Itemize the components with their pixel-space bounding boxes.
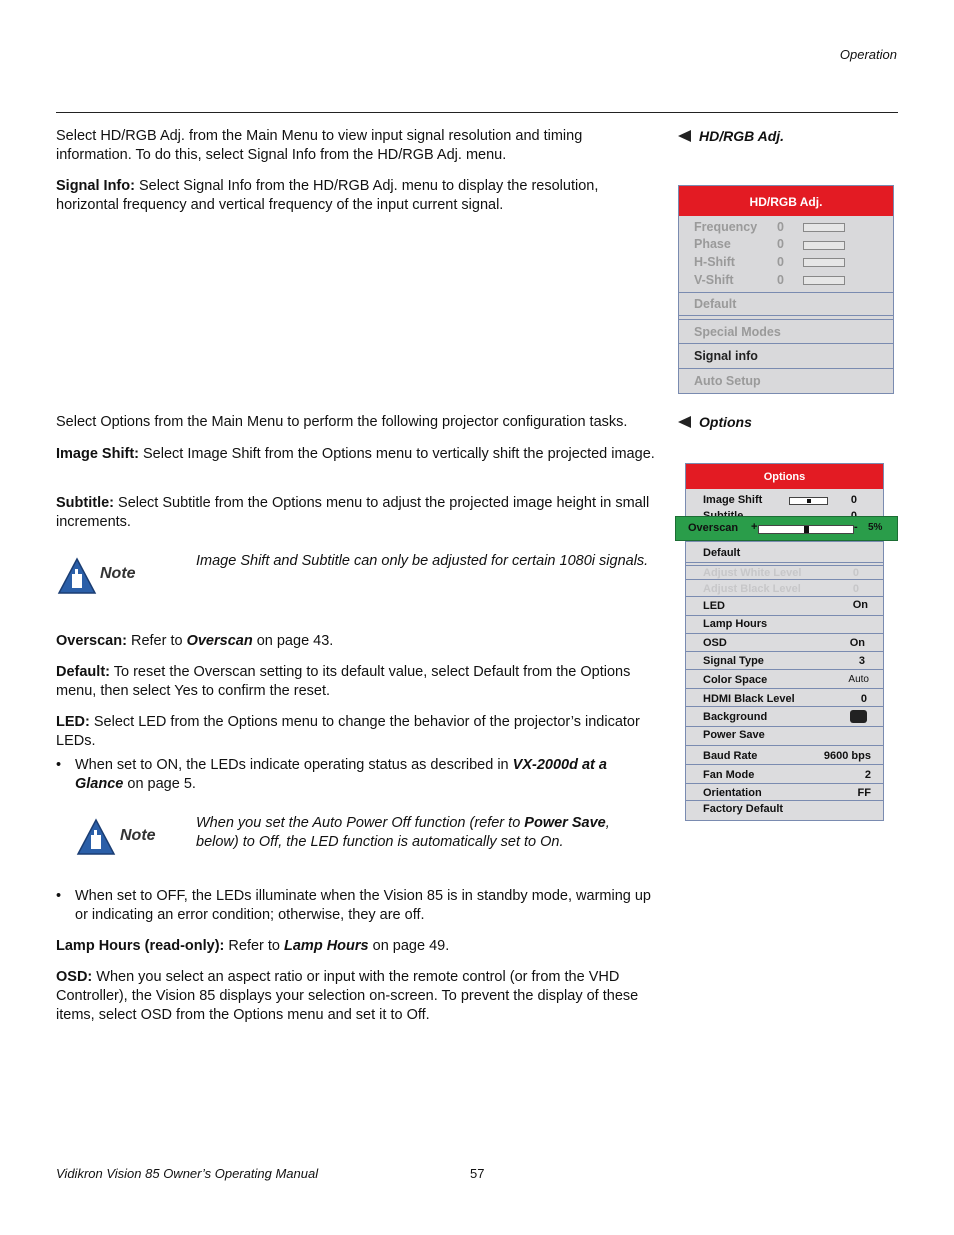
note2-post: , below) to Off, the LED function is automatically set to On.: [196, 815, 610, 850]
menu-divider: [679, 368, 893, 369]
options-intro: Select Options from the Main Menu to perform the following projector configuration tasks.: [56, 414, 628, 430]
subtitle-label: Subtitle:: [56, 495, 114, 511]
lamp-hours-reference[interactable]: Lamp Hours: [284, 938, 369, 954]
header-rule: [56, 112, 898, 113]
page-number: 57: [470, 1166, 485, 1181]
overscan-value: 5%: [868, 522, 883, 533]
note-power-save: [196, 814, 656, 852]
menu-item-special-modes[interactable]: Special Modes: [694, 325, 781, 339]
menu-item-lamp-hours[interactable]: Lamp Hours: [703, 618, 768, 630]
overscan-plus-sign: +: [751, 521, 758, 533]
menu-item-frequency[interactable]: Frequency: [694, 220, 758, 234]
bullet-led-on-text: [75, 756, 655, 794]
menu-item-background[interactable]: Background: [703, 711, 768, 723]
menu-item-v-shift[interactable]: V-Shift: [694, 273, 734, 287]
overscan-paragraph: [56, 632, 656, 651]
menu-item-signal-info[interactable]: Signal info: [694, 349, 758, 363]
overscan-menu-label: Overscan: [688, 522, 739, 534]
note-image-shift: Image Shift and Subtitle can only be adjusted for certain 1080i signals.: [196, 553, 649, 569]
menu-item-orientation[interactable]: Orientation: [703, 787, 762, 799]
bullet-dot: •: [56, 757, 62, 773]
image-shift-text: Select Image Shift from the Options menu to vertically shift the projected image.: [138, 446, 655, 462]
menu-divider: [686, 565, 883, 566]
menu-divider: [686, 800, 883, 801]
menu-item-default[interactable]: Default: [703, 547, 741, 559]
menu-item-color-space[interactable]: Color Space: [703, 674, 768, 686]
background-swatch[interactable]: [850, 710, 867, 723]
hdrgb-menu-title: HD/RGB Adj.: [679, 186, 893, 216]
led-text: Select LED from the Options menu to change the behavior of the projector’s indicator LEDs.: [56, 714, 640, 749]
image-shift-value: 0: [850, 494, 857, 506]
default-paragraph: [56, 663, 656, 701]
options-side-heading-text: Options: [699, 414, 752, 430]
menu-divider: [686, 541, 883, 542]
hdrgb-side-heading-text: HD/RGB Adj.: [699, 128, 785, 144]
image-shift-label: Image Shift:: [56, 446, 139, 462]
menu-divider: [686, 669, 883, 670]
lamp-hours-paragraph: [56, 937, 656, 956]
overscan-label: Overscan:: [56, 633, 127, 649]
menu-divider: [686, 633, 883, 634]
menu-divider: [686, 706, 883, 707]
subtitle-text: Select Subtitle from the Options menu to adjust the projected image height in small increments.: [56, 495, 650, 530]
bullet-dot: •: [56, 888, 62, 904]
arrow-left-icon: [678, 416, 691, 428]
bullet-led-off: [56, 887, 656, 927]
menu-divider: [679, 292, 893, 293]
menu-item-led[interactable]: LED: [703, 600, 725, 612]
bullet1-pre: When set to ON, the LEDs indicate operating status as described in: [75, 757, 513, 773]
default-text: To reset the Overscan setting to its default value, select Default from the Options menu, then select Yes to confirm the reset.: [56, 664, 631, 699]
hdrgb-menu: [678, 185, 894, 394]
signal-info-label: Signal Info:: [56, 178, 135, 194]
menu-divider: [686, 783, 883, 784]
overscan-minus-sign: -: [854, 521, 858, 533]
adjust-white-value: 0: [852, 567, 859, 579]
note-label: Note: [100, 565, 136, 582]
led-label: LED:: [56, 714, 90, 730]
adjust-black-value: 0: [852, 583, 859, 595]
menu-divider: [686, 726, 883, 727]
led-value: On: [852, 599, 868, 611]
bullet-led-off-text: When set to OFF, the LEDs illuminate when the Vision 85 is in standby mode, warming up or indicating an error condition; otherwise, they are off.: [75, 888, 651, 923]
menu-item-power-save[interactable]: Power Save: [703, 729, 765, 741]
overscan-slider-knob[interactable]: [804, 526, 809, 533]
note2-pre: When you set the Auto Power Off function (refer to: [196, 815, 525, 831]
menu-divider: [679, 315, 893, 316]
lamp-post: on page 49.: [368, 938, 450, 954]
v-shift-slider[interactable]: [803, 276, 845, 285]
osd-paragraph: [56, 968, 656, 1025]
menu-item-default[interactable]: Default: [694, 297, 737, 311]
menu-divider: [686, 745, 883, 746]
v-shift-value: 0: [777, 273, 784, 287]
osd-label: OSD:: [56, 969, 93, 985]
menu-divider: [679, 319, 893, 320]
osd-value: On: [849, 637, 865, 649]
power-save-reference[interactable]: Power Save: [524, 815, 606, 831]
menu-item-osd[interactable]: OSD: [703, 637, 727, 649]
color-space-value: Auto: [848, 674, 869, 685]
osd-text: When you select an aspect ratio or input with the remote control (or from the VHD Controller), the Vision 85 displays your selection on-screen. To prevent the display of these items, select OSD from the Options menu and set it to Off.: [56, 969, 639, 1023]
default-label: Default:: [56, 664, 110, 680]
hdmi-black-value: 0: [860, 693, 867, 705]
h-shift-slider[interactable]: [803, 258, 845, 267]
menu-divider: [686, 764, 883, 765]
h-shift-value: 0: [777, 255, 784, 269]
subtitle-paragraph: [56, 494, 656, 532]
bullet1-post: on page 5.: [123, 776, 196, 792]
image-shift-slider[interactable]: [789, 497, 828, 505]
menu-divider: [686, 651, 883, 652]
overscan-post: on page 43.: [252, 633, 334, 649]
menu-item-phase[interactable]: Phase: [694, 237, 731, 251]
signal-info-text: Select Signal Info from the HD/RGB Adj. menu to display the resolution, horizontal frequency and vertical frequency of the input current signal.: [56, 178, 599, 213]
menu-divider: [686, 688, 883, 689]
menu-item-adjust-black-level[interactable]: Adjust Black Level: [703, 583, 801, 595]
baud-rate-value: 9600 bps: [823, 750, 871, 762]
note-label: Note: [120, 827, 156, 844]
menu-item-hdmi-black-level[interactable]: HDMI Black Level: [703, 693, 795, 705]
menu-item-h-shift[interactable]: H-Shift: [694, 255, 735, 269]
footer-title: Vidikron Vision 85 Owner’s Operating Manual: [56, 1166, 319, 1181]
menu-item-auto-setup[interactable]: Auto Setup: [694, 374, 761, 388]
menu-divider: [686, 579, 883, 580]
lamp-hours-label: Lamp Hours (read-only):: [56, 938, 225, 954]
running-header: Operation: [839, 47, 897, 62]
menu-item-image-shift[interactable]: Image Shift: [703, 494, 763, 506]
menu-item-signal-type[interactable]: Signal Type: [703, 655, 764, 667]
options-menu-title: Options: [686, 464, 883, 489]
frequency-slider[interactable]: [803, 223, 845, 232]
menu-divider: [686, 615, 883, 616]
menu-item-baud-rate[interactable]: Baud Rate: [703, 750, 758, 762]
phase-value: 0: [777, 237, 784, 251]
frequency-value: 0: [777, 220, 784, 234]
note-hand-icon: [58, 558, 96, 594]
image-shift-paragraph: [56, 445, 656, 464]
lamp-pre: Refer to: [224, 938, 285, 954]
hdrgb-side-heading: [678, 128, 784, 144]
options-side-heading: [678, 414, 752, 430]
overscan-reference[interactable]: Overscan: [186, 633, 253, 649]
arrow-left-icon: [678, 130, 691, 142]
menu-item-factory-default[interactable]: Factory Default: [703, 803, 784, 815]
signal-type-value: 3: [858, 655, 865, 667]
phase-slider[interactable]: [803, 241, 845, 250]
overscan-highlight-row[interactable]: [675, 516, 898, 541]
orientation-value: FF: [857, 787, 871, 799]
bullet-led-on: [56, 756, 656, 796]
glance-reference[interactable]: VX-2000d at a Glance: [75, 757, 607, 792]
overscan-slider[interactable]: [758, 525, 854, 534]
menu-divider: [686, 596, 883, 597]
menu-divider: [679, 343, 893, 344]
note-hand-icon: [77, 819, 115, 855]
fan-mode-value: 2: [864, 769, 871, 781]
image-shift-slider-knob[interactable]: [807, 499, 811, 503]
hdrgb-intro: Select HD/RGB Adj. from the Main Menu to view input signal resolution and timing information. To do this, select Signal Info from the HD/RGB Adj. menu.: [56, 128, 583, 163]
overscan-pre: Refer to: [126, 633, 187, 649]
menu-item-adjust-white-level[interactable]: Adjust White Level: [703, 567, 802, 579]
menu-item-fan-mode[interactable]: Fan Mode: [703, 769, 755, 781]
signal-info-paragraph: [56, 177, 656, 215]
menu-divider: [686, 562, 883, 563]
led-paragraph: [56, 713, 656, 751]
